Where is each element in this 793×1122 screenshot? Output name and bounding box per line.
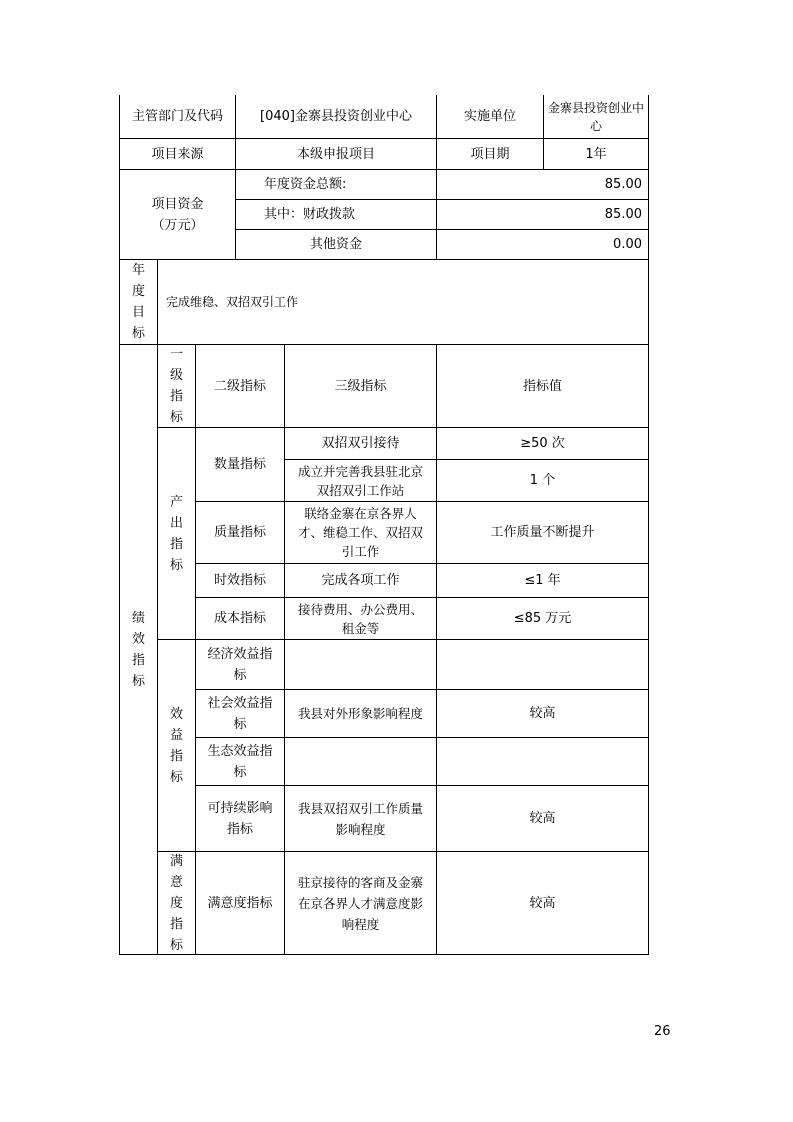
funds-label: 项目资金 （万元） bbox=[151, 196, 204, 233]
q1-value: ≥50 次 bbox=[520, 436, 565, 451]
quality-value: 工作质量不断提升 bbox=[490, 525, 595, 540]
time-name: 完成各项工作 bbox=[321, 573, 400, 588]
sat-value: 较高 bbox=[529, 895, 556, 911]
sustain-value: 较高 bbox=[529, 811, 556, 826]
q2-value: 1 个 bbox=[529, 473, 556, 488]
econ-name bbox=[285, 640, 436, 689]
col-level3: 三级指标 bbox=[334, 378, 387, 394]
col-level1: 一级指标 bbox=[169, 347, 183, 425]
q2-name: 成立并完善我县驻北京 双招双引工作站 bbox=[297, 463, 423, 498]
period-value: 1年 bbox=[585, 146, 607, 162]
funds-fiscal-label: 其中：财政拨款 bbox=[264, 207, 356, 222]
col-level2: 二级指标 bbox=[213, 378, 266, 394]
sustain-name: 我县双招双引工作质量 影响程度 bbox=[297, 800, 423, 837]
funds-other-value: 0.00 bbox=[613, 237, 642, 252]
source-label: 项目来源 bbox=[151, 146, 204, 162]
cost-name: 接待费用、办公费用、 租金等 bbox=[297, 601, 423, 636]
dept-value: [040]金寨县投资创业中心 bbox=[260, 109, 412, 124]
dept-label: 主管部门及代码 bbox=[131, 109, 223, 124]
output-label: 产出指标 bbox=[169, 494, 183, 573]
cost-label: 成本指标 bbox=[213, 611, 266, 626]
eco-label: 生态效益指 标 bbox=[207, 743, 273, 780]
source-value: 本级申报项目 bbox=[296, 146, 375, 162]
q1-name: 双招双引接待 bbox=[321, 436, 400, 451]
goal-label: 年度目标 bbox=[131, 263, 145, 341]
funds-fiscal-value: 85.00 bbox=[604, 207, 642, 222]
goal-text: 完成维稳、双招双引工作 bbox=[166, 294, 299, 309]
period-label: 项目期 bbox=[470, 146, 510, 162]
sat-name: 驻京接待的客商及金寨 在京各界人才满意度影 响程度 bbox=[297, 874, 423, 932]
performance-label: 绩效指标 bbox=[131, 610, 145, 689]
quality-label: 质量指标 bbox=[213, 525, 266, 540]
page-number: 26 bbox=[654, 1024, 671, 1039]
funds-total-label: 年度资金总额: bbox=[264, 177, 347, 192]
impl-label: 实施单位 bbox=[463, 109, 516, 124]
eco-name bbox=[285, 738, 436, 785]
social-name: 我县对外形象影响程度 bbox=[297, 706, 423, 721]
funds-total-value: 85.00 bbox=[604, 177, 642, 192]
econ-label: 经济效益指 标 bbox=[207, 646, 273, 683]
time-label: 时效指标 bbox=[213, 573, 266, 588]
sat-label: 满意度指标 bbox=[207, 895, 273, 911]
social-label: 社会效益指 标 bbox=[207, 695, 273, 732]
col-value: 指标值 bbox=[522, 378, 562, 394]
sustain-label: 可持续影响 指标 bbox=[207, 800, 273, 837]
impl-value: 金寨县投资创业中心 bbox=[547, 100, 644, 133]
cost-value: ≤85 万元 bbox=[513, 611, 572, 626]
benefit-label: 效益指标 bbox=[169, 706, 183, 785]
econ-value bbox=[437, 640, 648, 689]
eco-value bbox=[437, 738, 648, 785]
funds-other-label: 其他资金 bbox=[309, 237, 362, 252]
quantity-label: 数量指标 bbox=[213, 457, 266, 472]
quality-name: 联络金寨在京各界人 才、维稳工作、双招双 引工作 bbox=[297, 506, 423, 559]
time-value: ≤1 年 bbox=[524, 573, 561, 588]
satisfaction-label: 满意度指标 bbox=[169, 853, 183, 953]
social-value: 较高 bbox=[529, 706, 556, 721]
